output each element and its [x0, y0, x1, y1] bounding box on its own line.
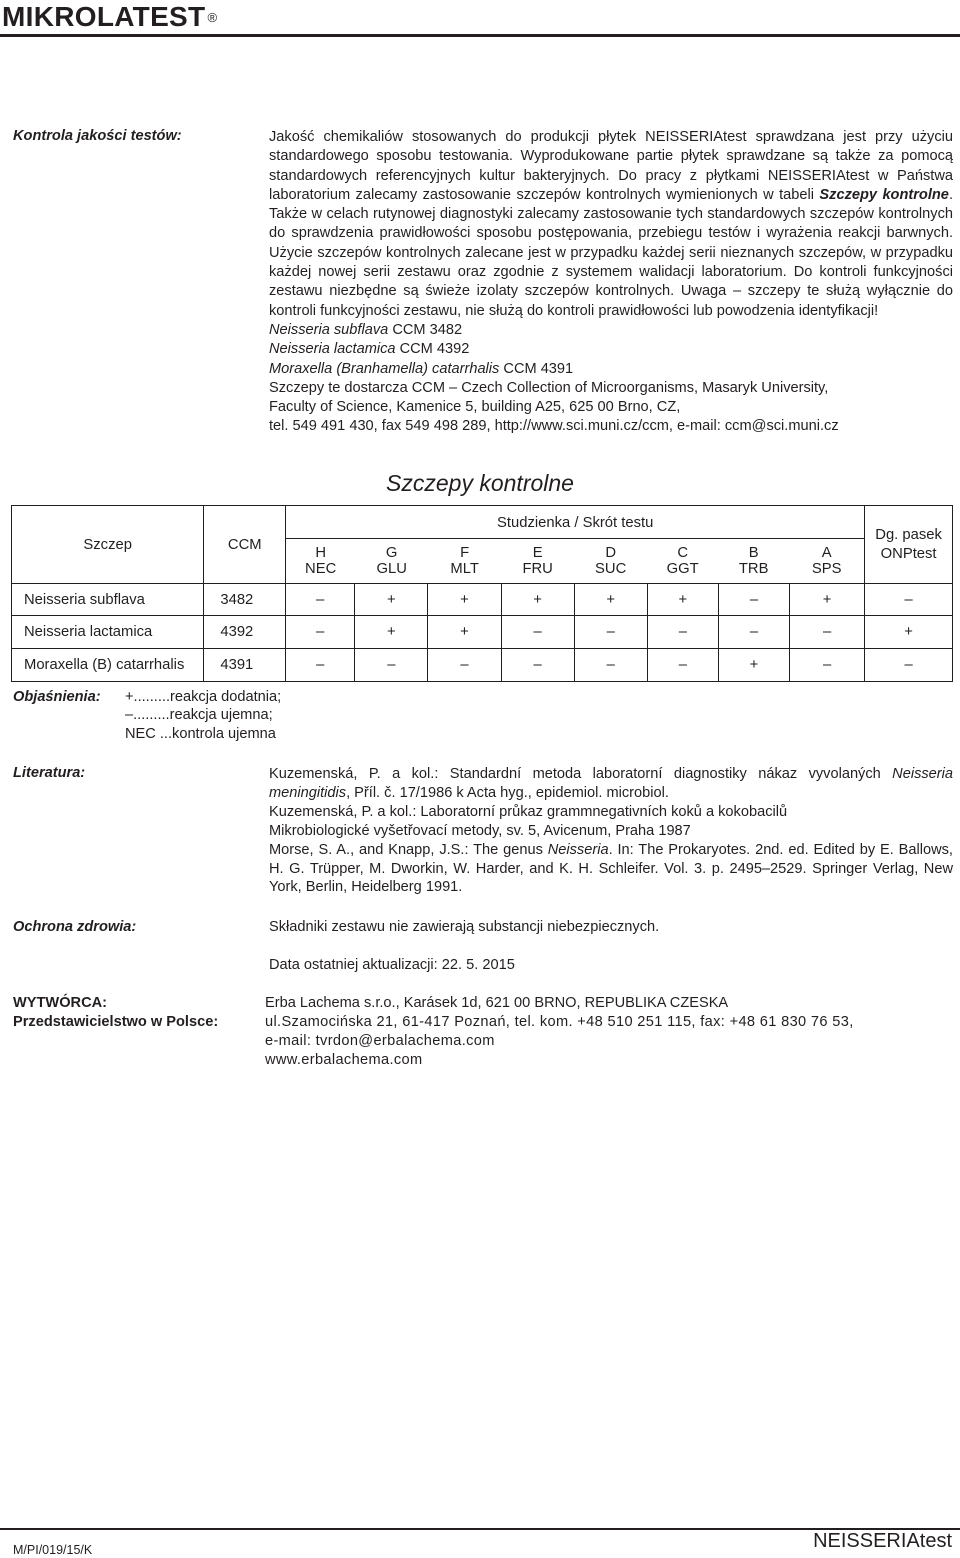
- col-header-strain: Szczep: [12, 506, 204, 584]
- health-label: Ochrona zdrowia:: [13, 919, 137, 935]
- test-col: E FRU: [522, 545, 553, 577]
- table-reference: Szczepy kontrolne: [819, 186, 949, 203]
- test-col: F MLT: [450, 545, 479, 577]
- legend-item: NEC ...kontrola ujemna: [125, 725, 276, 742]
- brand-logo: [2, 2, 217, 32]
- legend-label: Objaśnienia:: [13, 689, 101, 705]
- test-col: H NEC: [305, 545, 337, 577]
- reference-item: Morse, S. A., and Knapp, J.S.: The genus Neisseria. In: The Prokaryotes. 2nd. ed. Edited by E. Ballows, H. G. Trüpper, M. Dworkin, W. Harder, and K. H. Schleifer. Vol. 3. p. 2495–2529. Springer Verlag, New York, Berlin, Heidelberg 1991.: [269, 841, 953, 896]
- col-header-onptest: Dg. pasek ONPtest: [865, 506, 953, 584]
- strain-list: [269, 321, 953, 437]
- product-name: NEISSERIAtest: [813, 1530, 952, 1552]
- manufacturer-info: [265, 994, 854, 1070]
- website-line: www.erbalachema.com: [265, 1052, 423, 1068]
- health-text: Składniki zestawu nie zawierają substancji niebezpiecznych.: [269, 919, 660, 935]
- test-col: G GLU: [376, 545, 407, 577]
- table-row: Neisseria subflava 3482 – + + + + + – + –: [12, 584, 953, 616]
- test-col: D SUC: [595, 545, 627, 577]
- qc-section: [269, 128, 953, 437]
- reference-item: Mikrobiologické vyšetřovací metody, sv. 5, Avicenum, Praha 1987: [269, 822, 691, 839]
- brand-name: MIKROLATEST: [2, 1, 206, 32]
- table-row: Moraxella (B) catarrhalis 4391 – – – – – – + – –: [12, 649, 953, 682]
- control-strains-table: [11, 505, 953, 682]
- email-line: e-mail: tvrdon@erbalachema.com: [265, 1033, 495, 1049]
- reference-item: Kuzemenská, P. a kol.: Standardní metoda laboratorní diagnostiky nákaz vyvolaných Neisseria meningitidis, Příl. č. 17/1986 k Acta hyg., epidemiol. microbiol.: [269, 766, 953, 801]
- test-group-header: [286, 506, 865, 584]
- strain-item: Neisseria lactamica CCM 4392: [269, 341, 470, 358]
- table-header-row: [12, 506, 953, 584]
- manufacturer-label: WYTWÓRCA:: [13, 995, 108, 1011]
- table-title: Szczepy kontrolne: [386, 470, 574, 496]
- test-col: C GGT: [666, 545, 699, 577]
- representative-address: ul.Szamocińska 21, 61-417 Poznań, tel. kom. +48 510 251 115, fax: +48 61 830 76 53,: [265, 1014, 854, 1030]
- reference-item: Kuzemenská, P. a kol.: Laboratorní průkaz grammnegativních koků a kokobacilů: [269, 803, 788, 820]
- col-header-ccm: CCM: [204, 506, 286, 584]
- test-col: A SPS: [811, 545, 842, 577]
- legend-items: [125, 688, 281, 743]
- registered-mark: ®: [207, 10, 218, 25]
- strain-item: Moraxella (Branhamella) catarrhalis CCM 4391: [269, 360, 574, 377]
- supplier-line: Faculty of Science, Kamenice 5, building A25, 625 00 Brno, CZ,: [269, 399, 681, 416]
- test-columns: [286, 538, 864, 583]
- header-rule: [0, 34, 960, 37]
- table-row: Neisseria lactamica 4392 – + + – – – – – +: [12, 616, 953, 649]
- qc-label: Kontrola jakości testów:: [13, 128, 182, 144]
- update-date: Data ostatniej aktualizacji: 22. 5. 2015: [269, 957, 515, 973]
- representative-label: Przedstawicielstwo w Polsce:: [13, 1014, 219, 1030]
- strain-item: Neisseria subflava CCM 3482: [269, 321, 463, 338]
- test-col: B TRB: [738, 545, 769, 577]
- qc-paragraph: Jakość chemikaliów stosowanych do produkcji płytek NEISSERIAtest sprawdzana jest przy użyciu standardowego sposobu testowania. Wyprodukowane partie płytek sprawdzane są także za pomocą standardowych referencyjnych kultur bakteryjnych. Do pracy z płytkami NEISSERIAtest w Państwa laboratorium zalecamy zastosowanie szczepów kontrolnych wymienionych w tabeli Szczepy kontrolne. Także w celach rutynowej diagnostyki zalecamy zastosowanie tych standardowych szczepów kontrolnych do sprawdzenia prawidłowości sposobu postępowania, przebiegu testów i wyrażenia reakcji barwnych. Użycie szczepów kontrolnych zalecane jest w przypadku każdej serii nieznanych szczepów, w przypadku każdej nowej serii zestawu oraz zgodnie z systemem walidacji laboratorium. Do kontroli funkcyjności zestawu niezbędne są świeże izolaty szczepów kontrolnych. Uwaga – szczepy te służą wyłącznie do kontroli funkcyjności zestawu, nie służą do kontroli prawidłowości lub powodzenia identyfikacji!: [269, 129, 953, 319]
- manufacturer-labels: [13, 994, 218, 1032]
- legend-item: +.........reakcja dodatnia;: [125, 689, 282, 705]
- supplier-line: Szczepy te dostarcza CCM – Czech Collection of Microorganisms, Masaryk University,: [269, 379, 829, 396]
- document-code: M/PI/019/15/K: [13, 1543, 93, 1557]
- literature-list: [269, 765, 953, 897]
- manufacturer-address: Erba Lachema s.r.o., Karásek 1d, 621 00 BRNO, REPUBLIKA CZESKA: [265, 995, 729, 1011]
- test-group-title: Studzienka / Skrót testu: [497, 515, 654, 531]
- supplier-line: tel. 549 491 430, fax 549 498 289, http://www.sci.muni.cz/ccm, e-mail: ccm@sci.muni.cz: [269, 418, 839, 435]
- literature-label: Literatura:: [13, 765, 86, 781]
- legend-item: –.........reakcja ujemna;: [125, 707, 273, 724]
